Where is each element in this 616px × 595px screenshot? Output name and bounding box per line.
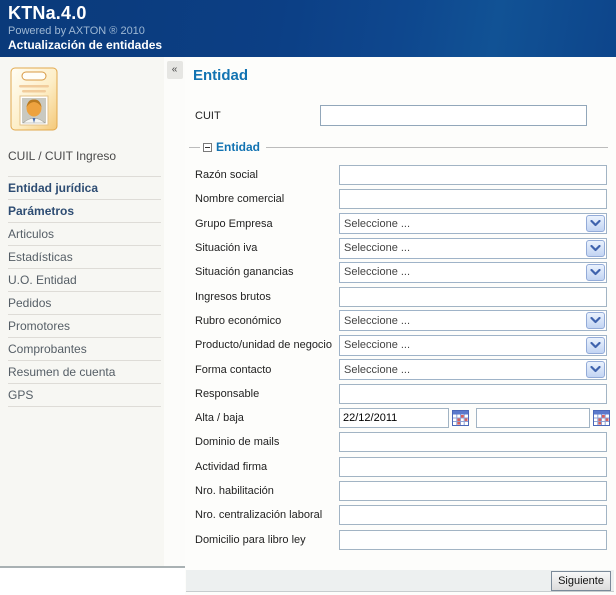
sidebar-item-uo-entidad[interactable]: U.O. Entidad xyxy=(8,269,161,292)
nro-centralizacion-input[interactable] xyxy=(339,505,607,525)
sidebar-item-resumen-cuenta[interactable]: Resumen de cuenta xyxy=(8,361,161,384)
chevron-down-icon[interactable] xyxy=(586,312,605,329)
collapse-sidebar-button[interactable]: « xyxy=(167,61,183,79)
form-row xyxy=(185,430,616,454)
field-label: Nombre comercial xyxy=(195,193,285,206)
sidebar-item-entidad-juridica[interactable]: Entidad jurídica xyxy=(8,177,161,200)
sidebar-item-estadisticas[interactable]: Estadísticas xyxy=(8,246,161,269)
field-label: Situación iva xyxy=(195,242,258,255)
form-row xyxy=(185,357,616,381)
app-title: KTNa.4.0 xyxy=(8,3,87,23)
razon-social-input[interactable] xyxy=(339,165,607,185)
siguiente-button[interactable]: Siguiente xyxy=(551,571,611,591)
powered-by-text: Powered by AXTON ® 2010 xyxy=(8,25,145,37)
ingresos-brutos-input[interactable] xyxy=(339,287,607,307)
cuit-row xyxy=(185,105,616,126)
entidad-section-header xyxy=(189,140,612,154)
sidebar-item-parametros[interactable]: Parámetros xyxy=(8,200,161,223)
sidebar-splitter xyxy=(164,57,185,568)
field-label: Nro. centralización laboral xyxy=(195,509,323,522)
select-value: Seleccione ... xyxy=(344,339,411,352)
domicilio-libro-ley-input[interactable] xyxy=(339,530,607,550)
sidebar-item-gps[interactable]: GPS xyxy=(8,384,161,407)
field-label: Dominio de mails xyxy=(195,436,280,449)
cuit-input[interactable] xyxy=(320,105,587,126)
chevron-down-icon[interactable] xyxy=(586,361,605,378)
nro-habilitacion-input[interactable] xyxy=(339,481,607,501)
field-label: Actividad firma xyxy=(195,460,268,473)
select-value: Seleccione ... xyxy=(344,266,411,279)
dominio-mails-input[interactable] xyxy=(339,432,607,452)
form-row xyxy=(185,236,616,260)
form-row xyxy=(185,260,616,284)
field-label: Nro. habilitación xyxy=(195,485,274,497)
collapse-section-icon[interactable] xyxy=(203,143,212,152)
form-row xyxy=(185,309,616,333)
id-card-icon xyxy=(10,67,58,131)
chevron-down-icon[interactable] xyxy=(586,264,605,281)
sidebar-menu xyxy=(8,176,161,407)
footer-bar xyxy=(186,570,614,592)
form-rows xyxy=(185,163,616,552)
situacion-ganancias-select[interactable] xyxy=(339,262,607,283)
sidebar-item-comprobantes[interactable]: Comprobantes xyxy=(8,338,161,361)
page-title: Entidad xyxy=(193,67,248,84)
forma-contacto-select[interactable] xyxy=(339,359,607,380)
nombre-comercial-input[interactable] xyxy=(339,189,607,209)
select-value: Seleccione ... xyxy=(344,217,411,230)
form-row xyxy=(185,212,616,236)
rubro-economico-select[interactable] xyxy=(339,310,607,331)
field-label: Forma contacto xyxy=(195,363,272,376)
select-value: Seleccione ... xyxy=(344,242,411,255)
select-value: Seleccione ... xyxy=(344,314,411,327)
chevron-down-icon[interactable] xyxy=(586,215,605,232)
form-row xyxy=(185,527,616,551)
section-rule-right xyxy=(266,147,608,148)
sidebar xyxy=(0,57,164,568)
field-label: Alta / baja xyxy=(195,412,244,425)
section-title: Entidad xyxy=(216,140,260,154)
form-row xyxy=(185,455,616,479)
section-rule-left xyxy=(189,147,200,148)
module-title: Actualización de entidades xyxy=(8,38,163,52)
form-row xyxy=(185,187,616,211)
baja-date-input[interactable] xyxy=(476,408,590,428)
sidebar-caption: CUIL / CUIT Ingreso xyxy=(8,149,117,163)
sidebar-item-promotores[interactable]: Promotores xyxy=(8,315,161,338)
grupo-empresa-select[interactable] xyxy=(339,213,607,234)
actividad-firma-input[interactable] xyxy=(339,457,607,477)
chevron-down-icon[interactable] xyxy=(586,337,605,354)
field-label: Producto/unidad de negocio xyxy=(195,339,332,352)
field-label: Responsable xyxy=(195,387,260,400)
field-label: Situación ganancias xyxy=(195,266,294,279)
calendar-icon[interactable] xyxy=(452,410,469,426)
situacion-iva-select[interactable] xyxy=(339,238,607,259)
app-header xyxy=(0,0,616,57)
field-label: Ingresos brutos xyxy=(195,290,271,303)
alta-date-input[interactable] xyxy=(339,408,449,428)
producto-unidad-select[interactable] xyxy=(339,335,607,356)
form-row xyxy=(185,333,616,357)
form-row xyxy=(185,479,616,503)
form-row xyxy=(185,382,616,406)
field-label: Domicilio para libro ley xyxy=(195,533,306,546)
main-content xyxy=(185,57,616,595)
field-label: Grupo Empresa xyxy=(195,217,273,230)
field-label: Rubro económico xyxy=(195,314,282,327)
form-row-alta-baja xyxy=(185,406,616,430)
sidebar-item-articulos[interactable]: Articulos xyxy=(8,223,161,246)
cuit-label: CUIT xyxy=(195,109,221,122)
sidebar-item-pedidos[interactable]: Pedidos xyxy=(8,292,161,315)
field-label: Razón social xyxy=(195,169,258,182)
form-row xyxy=(185,284,616,308)
responsable-input[interactable] xyxy=(339,384,607,404)
chevron-down-icon[interactable] xyxy=(586,240,605,257)
calendar-icon[interactable] xyxy=(593,410,610,426)
form-row xyxy=(185,163,616,187)
select-value: Seleccione ... xyxy=(344,363,411,376)
form-row xyxy=(185,503,616,527)
